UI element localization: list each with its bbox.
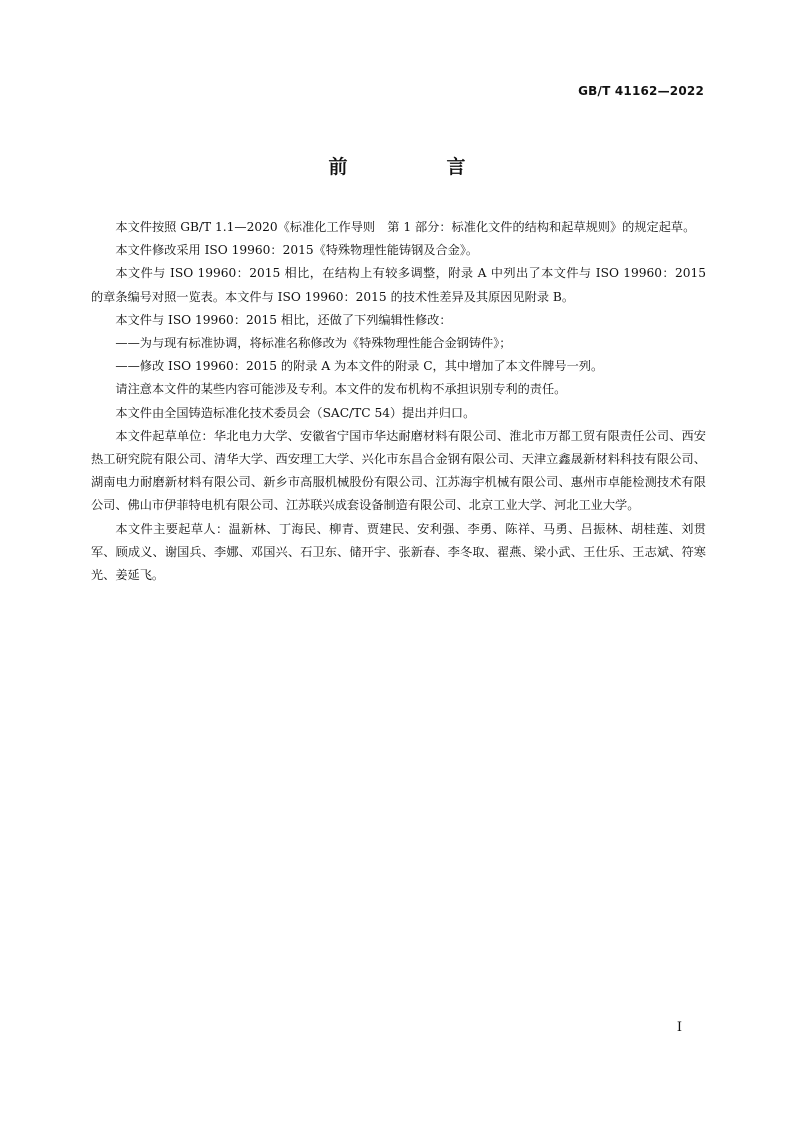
paragraph-drafters: 本文件主要起草人：温新林、丁海民、柳青、贾建民、安利强、李勇、陈祥、马勇、吕振林、胡桂莲、刘贯军、顾成义、谢国兵、李娜、邓国兴、石卫东、储开宇、张新春、李冬取、翟燕、梁小武、王仕乐、王志斌、符寒光、姜延飞。 bbox=[91, 521, 706, 583]
paragraph-proposer: 本文件由全国铸造标准化技术委员会（SAC/TC 54）提出并归口。 bbox=[115, 405, 476, 420]
paragraph-drafting-rules: 本文件按照 GB/T 1.1—2020《标准化工作导则 第 1 部分：标准化文件的结构和起草规则》的规定起草。 bbox=[115, 220, 696, 234]
paragraph-adoption: 本文件修改采用 ISO 19960：2015《特殊物理性能铸钢及合金》。 bbox=[115, 243, 479, 258]
foreword-body bbox=[91, 216, 706, 587]
paragraph-structure-changes: 本文件与 ISO 19960：2015 相比，在结构上有较多调整，附录 A 中列出了本文件与 ISO 19960：2015 的章条编号对照一览表。本文件与 ISO 19960：2015 的技术性差异及其原因见附录 B。 bbox=[91, 266, 706, 304]
paragraph-editorial-change-1: ——为与现有标准协调，将标准名称修改为《特殊物理性能合金钢铸件》； bbox=[115, 336, 512, 351]
paragraph-drafting-units: 本文件起草单位：华北电力大学、安徽省宁国市华达耐磨材料有限公司、淮北市万都工贸有限责任公司、西安热工研究院有限公司、清华大学、西安理工大学、兴化市东昌合金钢有限公司、天津立鑫晟新材料科技有限公司、湖南电力耐磨新材料有限公司、新乡市高服机械股份有限公司、江苏海宇机械有限公司、惠州市卓能检测技术有限公司、佛山市伊菲特电机有限公司、江苏联兴成套设备制造有限公司、北京工业大学、河北工业大学。 bbox=[91, 428, 706, 513]
standard-code: GB/T 41162—2022 bbox=[578, 84, 704, 98]
paragraph-editorial-change-2: ——修改 ISO 19960：2015 的附录 A 为本文件的附录 C，其中增加了本文件牌号一列。 bbox=[115, 359, 604, 374]
paragraph-editorial-changes-intro: 本文件与 ISO 19960：2015 相比，还做了下列编辑性修改： bbox=[115, 312, 452, 327]
paragraph-patent-notice: 请注意本文件的某些内容可能涉及专利。本文件的发布机构不承担识别专利的责任。 bbox=[115, 382, 567, 397]
page-title: 前 言 bbox=[328, 156, 506, 178]
page-number: I bbox=[676, 1020, 682, 1035]
